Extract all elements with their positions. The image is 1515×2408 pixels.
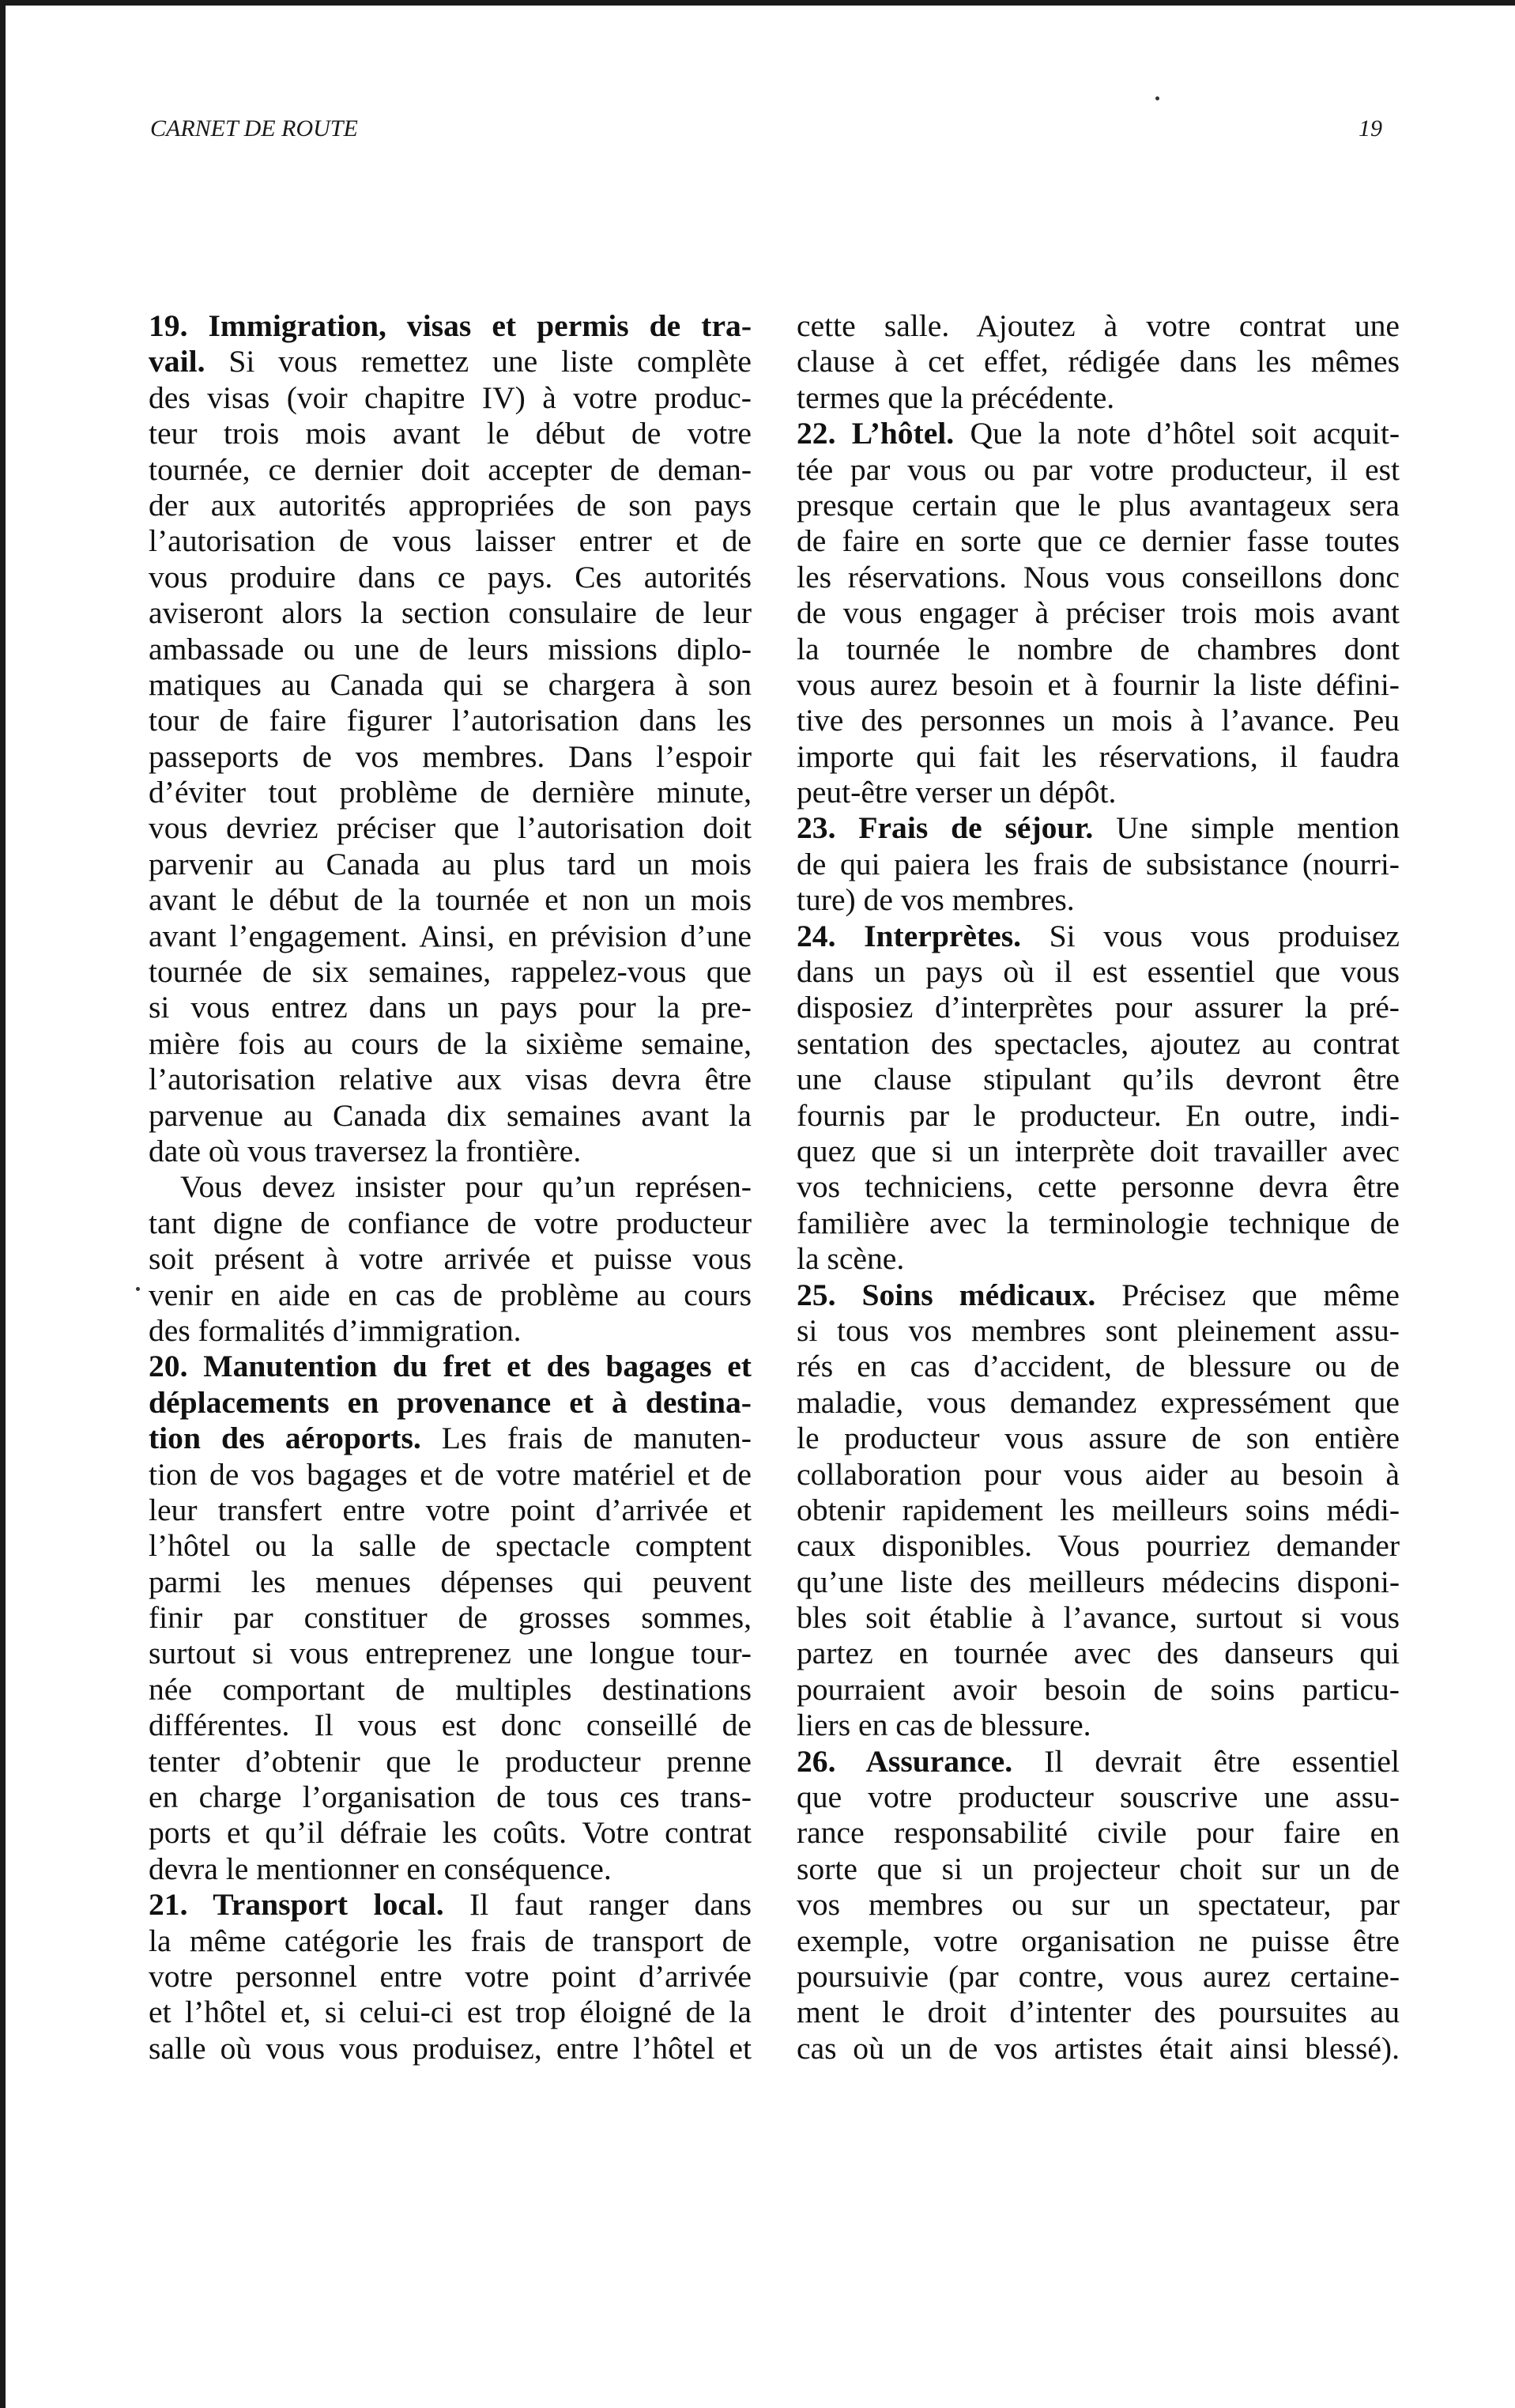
body-text: termes que la précédente.: [797, 379, 1115, 415]
text-line: [797, 1744, 1400, 1780]
text-line: [149, 703, 752, 738]
text-line: [797, 954, 1400, 990]
body-text: salle où vous vous produisez, entre l’hôtel et: [149, 2030, 752, 2066]
text-line: [797, 739, 1400, 775]
text-line: [149, 1708, 752, 1743]
body-text: caux disponibles. Vous pourriez demander: [797, 1528, 1400, 1564]
text-line: [149, 1421, 752, 1456]
text-line: [797, 1098, 1400, 1134]
body-text: mière fois au cours de la sixième semaine,: [149, 1025, 752, 1061]
body-text: si tous vos membres sont pleinement assu-: [797, 1312, 1400, 1348]
scan-left-border: [0, 0, 6, 2408]
body-text: presque certain que le plus avantageux sera: [797, 487, 1400, 523]
body-text: Une simple mention: [1093, 810, 1400, 846]
section-heading: 21. Transport local.: [149, 1887, 444, 1923]
text-line: [797, 632, 1400, 667]
text-line: [797, 1349, 1400, 1384]
text-line: [797, 1672, 1400, 1708]
body-text: l’hôtel ou la salle de spectacle comptent: [149, 1528, 752, 1564]
body-text: cas où un de vos artistes était ainsi blessé).: [797, 2030, 1400, 2066]
text-line: [149, 1564, 752, 1600]
body-text: dans un pays où il est essentiel que vous: [797, 954, 1400, 990]
body-text: importe qui fait les réservations, il faudra: [797, 738, 1400, 774]
body-text: qu’une liste des meilleurs médecins disponi-: [797, 1564, 1400, 1599]
text-line: [797, 1528, 1400, 1564]
body-text: Si vous remettez une liste complète: [205, 344, 752, 379]
text-line: [149, 882, 752, 918]
body-text: finir par constituer de grosses sommes,: [149, 1600, 752, 1636]
body-text: des visas (voir chapitre IV) à votre produc-: [149, 379, 752, 415]
body-text: tournée de six semaines, rappelez-vous que: [149, 954, 752, 990]
body-text: ports et qu’il défraie les coûts. Votre contrat: [149, 1815, 752, 1851]
text-line: [797, 595, 1400, 631]
body-text: partez en tournée avec des danseurs qui: [797, 1636, 1400, 1671]
text-line: [149, 1062, 752, 1097]
running-head-title: CARNET DE ROUTE: [150, 115, 358, 142]
body-text: ment le droit d’intenter des poursuites au: [797, 1995, 1400, 2030]
body-text: leur transfert entre votre point d’arrivée et: [149, 1492, 752, 1527]
scan-top-border: [0, 0, 1515, 6]
text-line: [797, 1564, 1400, 1600]
text-line: [149, 1636, 752, 1671]
page-number: 19: [1359, 115, 1382, 142]
text-line: [797, 1026, 1400, 1062]
text-line: [149, 1493, 752, 1528]
text-line: [797, 416, 1400, 451]
body-text: de qui paiera les frais de subsistance (nourri-: [797, 846, 1400, 881]
text-line: [149, 1528, 752, 1564]
text-line: [149, 1313, 752, 1349]
body-text: tour de faire figurer l’autorisation dans les: [149, 703, 752, 738]
body-text: votre personnel entre votre point d’arrivée: [149, 1958, 752, 1994]
body-text: matiques au Canada qui se chargera à son: [149, 666, 752, 702]
body-text: ambassade ou une de leurs missions diplo-: [149, 631, 752, 666]
body-text: la tournée le nombre de chambres dont: [797, 631, 1400, 666]
text-line: [149, 1923, 752, 1959]
body-text: venir en aide en cas de problème au cours: [149, 1277, 752, 1312]
body-text: vos membres ou sur un spectateur, par: [797, 1887, 1400, 1923]
body-text: obtenir rapidement les meilleurs soins médi-: [797, 1492, 1400, 1527]
text-line: [149, 990, 752, 1025]
section-heading: vail.: [149, 344, 205, 379]
text-line: [149, 1385, 752, 1421]
text-line: [149, 1457, 752, 1493]
text-line: [797, 667, 1400, 703]
body-text: surtout si vous entreprenez une longue tour-: [149, 1636, 752, 1671]
body-text: fournis par le producteur. En outre, indi-: [797, 1097, 1400, 1133]
body-text: date où vous traversez la frontière.: [149, 1133, 582, 1168]
text-line: [149, 1600, 752, 1636]
text-line: [797, 1493, 1400, 1528]
body-text: vous devriez préciser que l’autorisation doit: [149, 810, 752, 846]
text-line: [797, 1636, 1400, 1671]
text-line: [149, 667, 752, 703]
body-text: tenter d’obtenir que le producteur prenne: [149, 1743, 752, 1779]
text-line: [149, 1959, 752, 1995]
section-heading: 23. Frais de séjour.: [797, 810, 1094, 846]
text-line: [797, 1815, 1400, 1851]
section-heading: 25. Soins médicaux.: [797, 1277, 1096, 1312]
body-text: rés en cas d’accident, de blessure ou de: [797, 1349, 1400, 1384]
scan-speck: [1155, 96, 1159, 100]
section-heading: 24. Interprètes.: [797, 918, 1022, 953]
body-text: vous aurez besoin et à fournir la liste défini-: [797, 666, 1400, 702]
body-text: née comportant de multiples destinations: [149, 1671, 752, 1707]
section-heading: 26. Assurance.: [797, 1743, 1013, 1779]
section-heading: 22. L’hôtel.: [797, 416, 955, 451]
body-text: tournée, ce dernier doit accepter de deman-: [149, 451, 752, 487]
text-line: [797, 1241, 1400, 1277]
body-text: l’autorisation relative aux visas devra être: [149, 1062, 752, 1097]
text-line: [149, 632, 752, 667]
left-text-column: [149, 308, 752, 2066]
text-line: [797, 1313, 1400, 1349]
section-heading: 20. Manutention du fret et des bagages et: [149, 1349, 752, 1384]
body-text: bles soit établie à l’avance, surtout si vous: [797, 1600, 1400, 1636]
text-line: [149, 2031, 752, 2066]
body-text: aviseront alors la section consulaire de leur: [149, 595, 752, 631]
body-text: Les frais de manuten-: [420, 1421, 752, 1456]
body-text: rance responsabilité civile pour faire en: [797, 1815, 1400, 1851]
right-text-column: [797, 308, 1400, 2066]
text-line: [797, 847, 1400, 882]
text-line: [149, 452, 752, 488]
body-text: maladie, vous demandez expressément que: [797, 1384, 1400, 1420]
body-text: sorte que si un projecteur choit sur un de: [797, 1851, 1400, 1886]
body-text: Précisez que même: [1095, 1277, 1400, 1312]
body-text: teur trois mois avant le début de votre: [149, 416, 752, 451]
body-text: vos techniciens, cette personne devra être: [797, 1169, 1400, 1205]
section-heading: 19. Immigration, visas et permis de tra-: [149, 308, 752, 343]
body-text: différentes. Il vous est donc conseillé de: [149, 1708, 752, 1743]
body-text: Il devrait être essentiel: [1012, 1743, 1400, 1779]
text-line: [149, 488, 752, 523]
text-line: [797, 488, 1400, 523]
body-text: avant le début de la tournée et non un mois: [149, 882, 752, 918]
body-text: soit présent à votre arrivée et puisse vous: [149, 1241, 752, 1277]
body-text: et l’hôtel et, si celui-ci est trop éloigné de la: [149, 1995, 752, 2030]
body-text: de faire en sorte que ce dernier fasse toutes: [797, 523, 1400, 559]
text-line: [149, 416, 752, 451]
text-line: [149, 1780, 752, 1815]
text-line: [797, 1600, 1400, 1636]
text-line: [149, 1744, 752, 1780]
body-text: tive des personnes un mois à l’avance. Peu: [797, 703, 1400, 738]
text-line: [149, 380, 752, 416]
body-text: Il faut ranger dans: [443, 1887, 752, 1923]
body-text: d’éviter tout problème de dernière minute,: [149, 775, 752, 810]
body-text: collaboration pour vous aider au besoin à: [797, 1456, 1400, 1492]
text-line: [149, 1995, 752, 2030]
body-text: si vous entrez dans un pays pour la pre-: [149, 990, 752, 1025]
body-text: familière avec la terminologie technique de: [797, 1205, 1400, 1240]
body-text: vous produire dans ce pays. Ces autorités: [149, 559, 752, 594]
body-text: parmi les menues dépenses qui peuvent: [149, 1564, 752, 1599]
text-line: [149, 847, 752, 882]
body-text: parvenue au Canada dix semaines avant la: [149, 1097, 752, 1133]
body-text: sentation des spectacles, ajoutez au contrat: [797, 1025, 1400, 1061]
body-text: tée par vous ou par votre producteur, il est: [797, 451, 1400, 487]
body-text: une clause stipulant qu’ils devront être: [797, 1062, 1400, 1097]
body-text: le producteur vous assure de son entière: [797, 1421, 1400, 1456]
text-line: [797, 810, 1400, 846]
body-text: l’autorisation de vous laisser entrer et de: [149, 523, 752, 559]
text-line: [149, 1098, 752, 1134]
text-line: [149, 1887, 752, 1923]
text-line: [149, 810, 752, 846]
body-text: tion de vos bagages et de votre matériel et de: [149, 1456, 752, 1492]
text-line: [797, 703, 1400, 738]
body-text: les réservations. Nous vous conseillons donc: [797, 559, 1400, 594]
body-text: de vous engager à préciser trois mois avant: [797, 595, 1400, 631]
text-line: [797, 919, 1400, 954]
body-text: en charge l’organisation de tous ces trans-: [149, 1780, 752, 1815]
body-text: Que la note d’hôtel soit acquit-: [954, 416, 1400, 451]
text-line: [797, 1887, 1400, 1923]
body-text: Vous devez insister pour qu’un représen-: [180, 1169, 752, 1205]
text-line: [797, 882, 1400, 918]
body-text: Si vous vous produisez: [1021, 918, 1400, 953]
text-line: [149, 1278, 752, 1313]
section-heading: déplacements en provenance et à destina-: [149, 1384, 752, 1420]
text-line: [797, 990, 1400, 1025]
text-line: [149, 775, 752, 810]
text-line: [149, 1672, 752, 1708]
body-text: poursuivie (par contre, vous aurez certaine-: [797, 1958, 1400, 1994]
text-line: [149, 919, 752, 954]
text-line: [797, 1169, 1400, 1205]
text-line: [797, 1134, 1400, 1169]
text-line: [149, 1815, 752, 1851]
text-line: [149, 1206, 752, 1241]
text-line: [149, 1134, 752, 1169]
text-line: [149, 1169, 752, 1205]
text-line: [797, 380, 1400, 416]
text-line: [797, 1708, 1400, 1743]
text-line: [149, 739, 752, 775]
body-text: avant l’engagement. Ainsi, en prévision d’une: [149, 918, 752, 953]
body-text: peut-être verser un dépôt.: [797, 775, 1117, 810]
text-line: [149, 523, 752, 559]
text-line: [797, 1780, 1400, 1815]
text-line: [797, 560, 1400, 595]
text-line: [797, 1851, 1400, 1887]
text-line: [149, 308, 752, 344]
text-line: [149, 1026, 752, 1062]
text-line: [797, 308, 1400, 344]
body-text: quez que si un interprète doit travailler avec: [797, 1133, 1400, 1168]
text-line: [797, 1385, 1400, 1421]
text-line: [149, 1349, 752, 1384]
text-line: [149, 954, 752, 990]
body-text: que votre producteur souscrive une assu-: [797, 1780, 1400, 1815]
text-line: [797, 1206, 1400, 1241]
text-line: [149, 595, 752, 631]
text-line: [797, 1421, 1400, 1456]
body-text: pourraient avoir besoin de soins particu-: [797, 1671, 1400, 1707]
text-line: [797, 1278, 1400, 1313]
text-line: [797, 2031, 1400, 2066]
body-text: clause à cet effet, rédigée dans les mêmes: [797, 344, 1400, 379]
text-line: [149, 344, 752, 379]
text-line: [797, 452, 1400, 488]
text-line: [797, 523, 1400, 559]
body-text: ture) de vos membres.: [797, 882, 1075, 918]
body-text: tant digne de confiance de votre producteur: [149, 1205, 752, 1240]
body-text: passeports de vos membres. Dans l’espoir: [149, 738, 752, 774]
body-text: des formalités d’immigration.: [149, 1312, 522, 1348]
text-line: [797, 1457, 1400, 1493]
text-line: [149, 1851, 752, 1887]
text-line: [149, 1241, 752, 1277]
scan-speck: [136, 1287, 140, 1291]
body-text: disposiez d’interprètes pour assurer la pré-: [797, 990, 1400, 1025]
text-line: [797, 344, 1400, 379]
body-text: la scène.: [797, 1241, 905, 1277]
text-line: [797, 1959, 1400, 1995]
body-text: devra le mentionner en conséquence.: [149, 1851, 612, 1886]
text-line: [149, 560, 752, 595]
body-text: parvenir au Canada au plus tard un mois: [149, 846, 752, 881]
text-line: [797, 775, 1400, 810]
body-text: cette salle. Ajoutez à votre contrat une: [797, 308, 1400, 343]
section-heading: tion des aéroports.: [149, 1421, 421, 1456]
body-text: exemple, votre organisation ne puisse être: [797, 1923, 1400, 1958]
text-line: [797, 1062, 1400, 1097]
body-text: liers en cas de blessure.: [797, 1708, 1091, 1743]
body-text: la même catégorie les frais de transport de: [149, 1923, 752, 1958]
text-line: [797, 1995, 1400, 2030]
text-line: [797, 1923, 1400, 1959]
body-text: der aux autorités appropriées de son pays: [149, 487, 752, 523]
